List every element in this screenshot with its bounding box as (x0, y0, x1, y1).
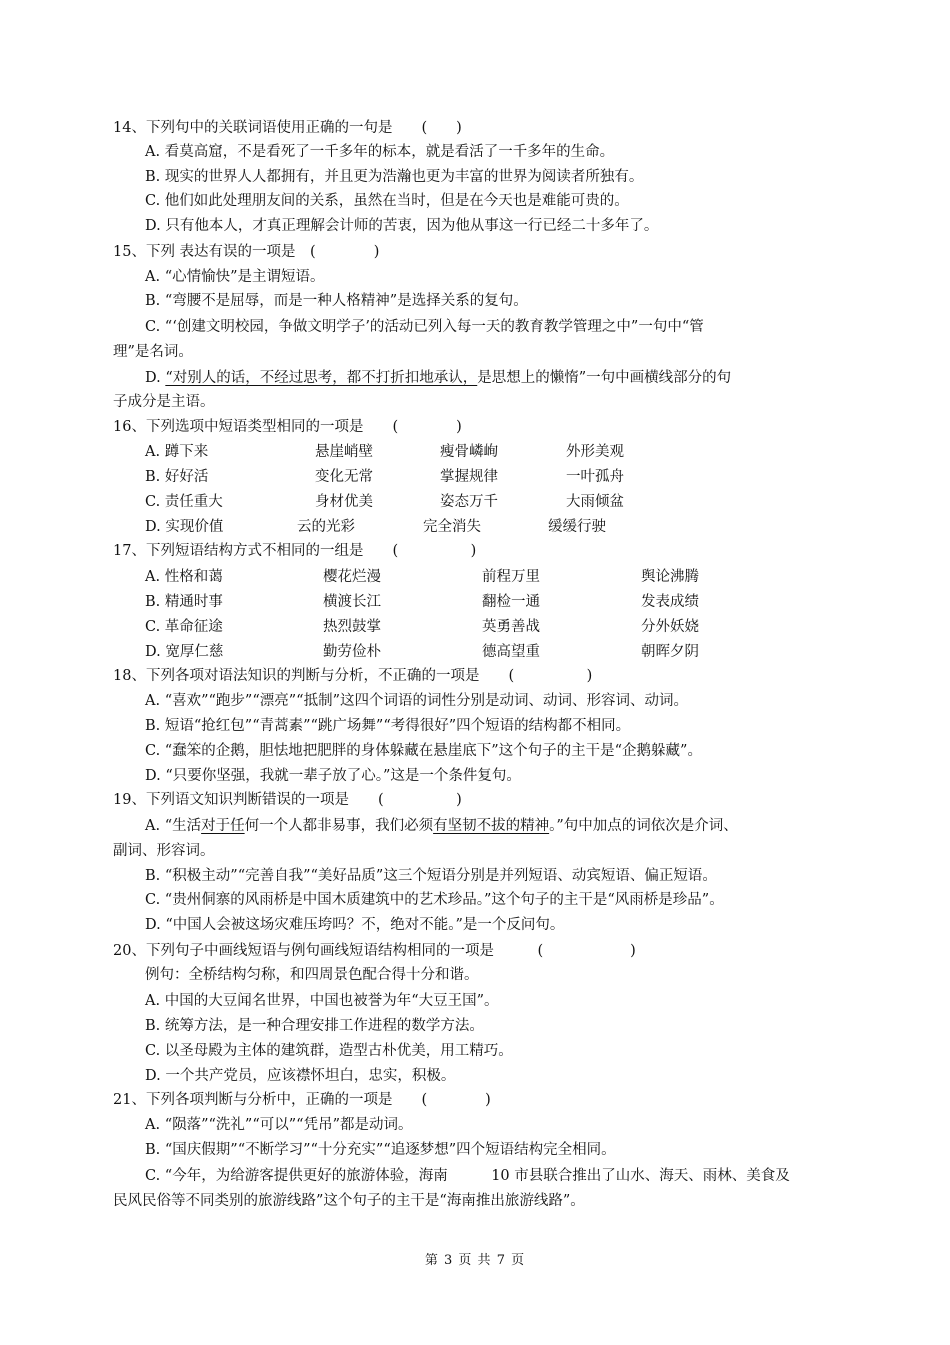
q16-option-row4-item4: 缓缓行驶 (548, 519, 606, 535)
q16-option-row2-item3: 掌握规律 (440, 469, 498, 485)
q20-option-b: B. 统筹方法，是一种合理安排工作进程的数学方法。 (145, 1018, 484, 1034)
q17-option-row4-item2: 勤劳俭朴 (323, 644, 381, 660)
q14-option-a: A. 看莫高窟，不是看死了一千多年的标本，就是看活了一千多年的生命。 (145, 144, 615, 160)
q19-option-a-line1 (145, 816, 738, 836)
q20-option-c: C. 以圣母殿为主体的建筑群，造型古朴优美，用工精巧。 (145, 1043, 513, 1059)
q17-option-row2-item2: 横渡长江 (323, 594, 381, 610)
q17-option-row2-item1: B. 精通时事 (145, 594, 223, 610)
q19-option-a-line2: 副词、形容词。 (113, 843, 215, 859)
q15-d-rest: 是思想上的懒惰”一句中画横线部分的句 (477, 370, 732, 386)
q19-option-d: D. “中国人会被这场灾难压垮吗？不，绝对不能。”是一个反问句。 (145, 917, 565, 933)
q21-stem: 21、下列各项判断与分析中，正确的一项是 ( ) (113, 1092, 491, 1108)
q15-option-d-line2: 子成分是主语。 (113, 394, 215, 410)
q19-option-b: B. “积极主动”“完善自我”“美好品质”这三个短语分别是并列短语、动宾短语、偏正短语。 (145, 868, 717, 884)
q16-option-row4-item1: D. 实现价值 (145, 519, 224, 535)
q15-option-c-line1: C. “‘创建文明校园，争做文明学子’的活动已列入每一天的教育教学管理之中”一句中“管 (145, 319, 704, 335)
q19-a-part1: A. “生活 (145, 818, 202, 834)
q15-option-c-line2: 理”是名词。 (113, 344, 193, 360)
q14-option-d: D. 只有他本人，才真正理解会计师的苦衷，因为他从事这一行已经二十多年了。 (145, 218, 659, 234)
q17-option-row1-item4: 舆论沸腾 (641, 569, 699, 585)
q17-option-row1-item1: A. 性格和蔼 (145, 569, 223, 585)
q16-option-row3-item2: 身材优美 (315, 494, 373, 510)
q16-stem: 16、下列选项中短语类型相同的一项是 ( ) (113, 419, 462, 435)
q16-option-row4-item3: 完全消失 (423, 519, 481, 535)
q17-option-row1-item3: 前程万里 (482, 569, 540, 585)
q20-example: 例句：全桥结构匀称，和四周景色配合得十分和谐。 (145, 967, 479, 983)
q17-option-row4-item4: 朝晖夕阴 (641, 644, 699, 660)
q17-option-row4-item1: D. 宽厚仁慈 (145, 644, 224, 660)
q16-option-row3-item4: 大雨倾盆 (566, 494, 624, 510)
page-number: 第 3 页 共 7 页 (424, 1253, 526, 1268)
q17-option-row2-item3: 翻检一通 (482, 594, 540, 610)
q18-option-c: C. “蠢笨的企鹅，胆怯地把肥胖的身体躲藏在悬崖底下”这个句子的主干是“企鹅躲藏”。 (145, 743, 702, 759)
q16-option-row1-item3: 瘦骨嶙峋 (440, 444, 498, 460)
q15-option-b: B. “弯腰不是屈辱，而是一种人格精神”是选择关系的复句。 (145, 293, 528, 309)
q16-option-row2-item2: 变化无常 (315, 469, 373, 485)
q16-option-row3-item1: C. 责任重大 (145, 494, 223, 510)
q15-d-underlined: “对别人的话，不经过思考，都不打折扣地承认， (165, 370, 478, 386)
q15-option-a: A. “心情愉快”是主谓短语。 (145, 269, 325, 285)
q15-option-d-line1 (145, 368, 731, 388)
q17-option-row2-item4: 发表成绩 (641, 594, 699, 610)
q16-option-row1-item1: A. 蹲下来 (145, 444, 209, 460)
q16-option-row4-item2: 云的光彩 (297, 519, 355, 535)
q18-option-b: B. 短语“抢红包”“青蒿素”“跳广场舞”“考得很好”四个短语的结构都不相同。 (145, 718, 631, 734)
q19-a-underlined-1: 对于任 (201, 818, 245, 834)
q17-option-row3-item3: 英勇善战 (482, 619, 540, 635)
q20-option-a: A. 中国的大豆闻名世界，中国也被誉为年“大豆王国”。 (145, 993, 499, 1009)
q19-option-c: C. “贵州侗寨的风雨桥是中国木质建筑中的艺术珍品。”这个句子的主干是“风雨桥是珍品”。 (145, 892, 724, 908)
q16-option-row2-item4: 一叶孤舟 (566, 469, 624, 485)
q21-option-c-line1: C. “今年，为给游客提供更好的旅游体验，海南 10 市县联合推出了山水、海天、雨林、美食及 (145, 1168, 790, 1184)
q17-stem: 17、下列短语结构方式不相同的一组是 ( ) (113, 543, 477, 559)
q18-stem: 18、下列各项对语法知识的判断与分析，不正确的一项是 ( ) (113, 668, 593, 684)
q14-stem: 14、下列句中的关联词语使用正确的一句是 ( ) (113, 120, 462, 136)
q16-option-row1-item2: 悬崖峭壁 (315, 444, 373, 460)
q14-option-b: B. 现实的世界人人都拥有，并且更为浩瀚也更为丰富的世界为阅读者所独有。 (145, 169, 644, 185)
q17-option-row4-item3: 德高望重 (482, 644, 540, 660)
q16-option-row2-item1: B. 好好活 (145, 469, 209, 485)
q20-option-d: D. 一个共产党员，应该襟怀坦白，忠实，积极。 (145, 1068, 456, 1084)
q14-option-c: C. 他们如此处理朋友间的关系，虽然在当时，但是在今天也是难能可贵的。 (145, 193, 629, 209)
q20-stem: 20、下列句子中画线短语与例句画线短语结构相同的一项是 ( ) (113, 943, 636, 959)
q19-a-part3: 。”句中加点的词依次是介词、 (549, 818, 738, 834)
q17-option-row3-item2: 热烈鼓掌 (323, 619, 381, 635)
q19-stem: 19、下列语文知识判断错误的一项是 ( ) (113, 792, 462, 808)
q18-option-d: D. “只要你坚强，我就一辈子放了心。”这是一个条件复句。 (145, 768, 521, 784)
q21-option-a: A. “陨落”“洗礼”“可以”“凭吊”都是动词。 (145, 1117, 413, 1133)
q18-option-a: A. “喜欢”“跑步”“漂亮”“抵制”这四个词语的词性分别是动词、动词、形容词、动词。 (145, 693, 688, 709)
q16-option-row3-item3: 姿态万千 (440, 494, 498, 510)
q21-option-b: B. “国庆假期”“不断学习”“十分充实”“追逐梦想”四个短语结构完全相同。 (145, 1142, 616, 1158)
q15-stem: 15、下列 表达有误的一项是 ( ) (113, 244, 380, 260)
q17-option-row3-item1: C. 革命征途 (145, 619, 223, 635)
q15-d-label: D. (145, 370, 166, 386)
q19-a-part2: 何一个人都非易事，我们必须 (244, 818, 434, 834)
q16-option-row1-item4: 外形美观 (566, 444, 624, 460)
q17-option-row3-item4: 分外妖娆 (641, 619, 699, 635)
q19-a-underlined-2: 有坚韧不拔的精神 (433, 818, 550, 834)
q21-option-c-line2: 民风民俗等不同类别的旅游线路”这个句子的主干是“海南推出旅游线路”。 (113, 1193, 585, 1209)
q17-option-row1-item2: 樱花烂漫 (323, 569, 381, 585)
